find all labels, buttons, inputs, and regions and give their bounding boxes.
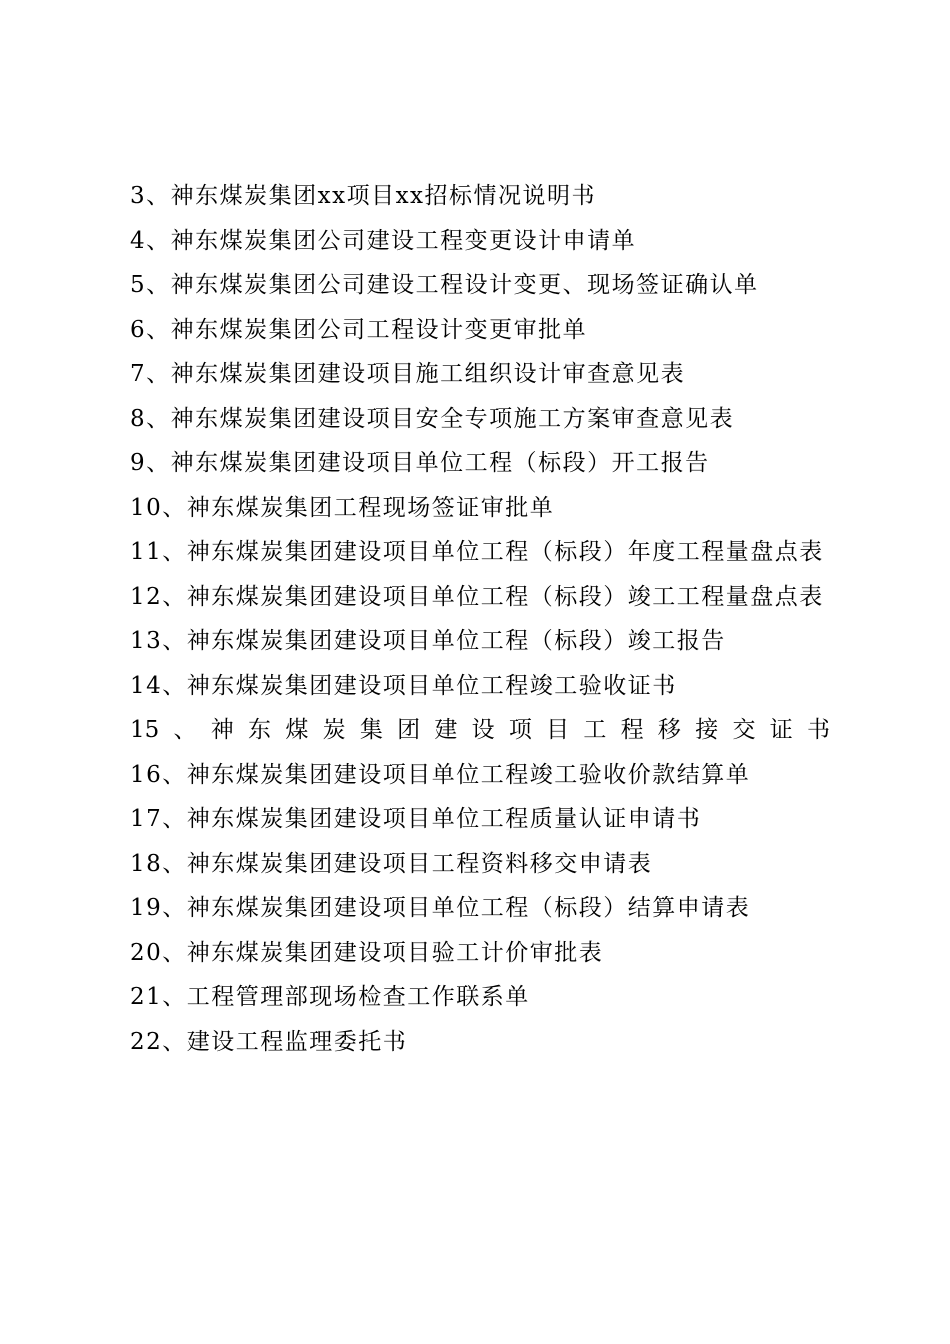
list-item: 22、建设工程监理委托书 — [130, 1028, 408, 1055]
list-item: 5、神东煤炭集团公司建设工程设计变更、现场签证确认单 — [130, 272, 759, 298]
list-item: 10、神东煤炭集团工程现场签证审批单 — [130, 494, 555, 521]
list-item: 3、神东煤炭集团xx项目xx招标情况说明书 — [130, 183, 597, 209]
list-item: 7、神东煤炭集团建设项目施工组织设计审查意见表 — [130, 361, 686, 387]
list-item: 11、神东煤炭集团建设项目单位工程（标段）年度工程量盘点表 — [130, 539, 824, 565]
list-item: 13、神东煤炭集团建设项目单位工程（标段）竣工报告 — [130, 628, 726, 654]
list-item: 15、神东煤炭集团建设项目工程移接交证书 — [130, 717, 830, 743]
list-item: 14、神东煤炭集团建设项目单位工程竣工验收证书 — [130, 672, 677, 699]
list-item: 20、神东煤炭集团建设项目验工计价审批表 — [130, 939, 604, 966]
list-item: 21、工程管理部现场检查工作联系单 — [130, 984, 530, 1010]
list-item: 6、神东煤炭集团公司工程设计变更审批单 — [130, 316, 588, 343]
list-item: 4、神东煤炭集团公司建设工程变更设计申请单 — [130, 227, 637, 254]
list-item: 9、神东煤炭集团建设项目单位工程（标段）开工报告 — [130, 450, 710, 476]
list-item: 19、神东煤炭集团建设项目单位工程（标段）结算申请表 — [130, 895, 751, 921]
list-item: 12、神东煤炭集团建设项目单位工程（标段）竣工工程量盘点表 — [130, 583, 824, 610]
list-item: 18、神东煤炭集团建设项目工程资料移交申请表 — [130, 850, 653, 877]
document-list — [130, 174, 830, 1064]
list-item: 8、神东煤炭集团建设项目安全专项施工方案审查意见表 — [130, 405, 735, 432]
list-item: 17、神东煤炭集团建设项目单位工程质量认证申请书 — [130, 806, 702, 832]
list-item: 16、神东煤炭集团建设项目单位工程竣工验收价款结算单 — [130, 761, 751, 788]
